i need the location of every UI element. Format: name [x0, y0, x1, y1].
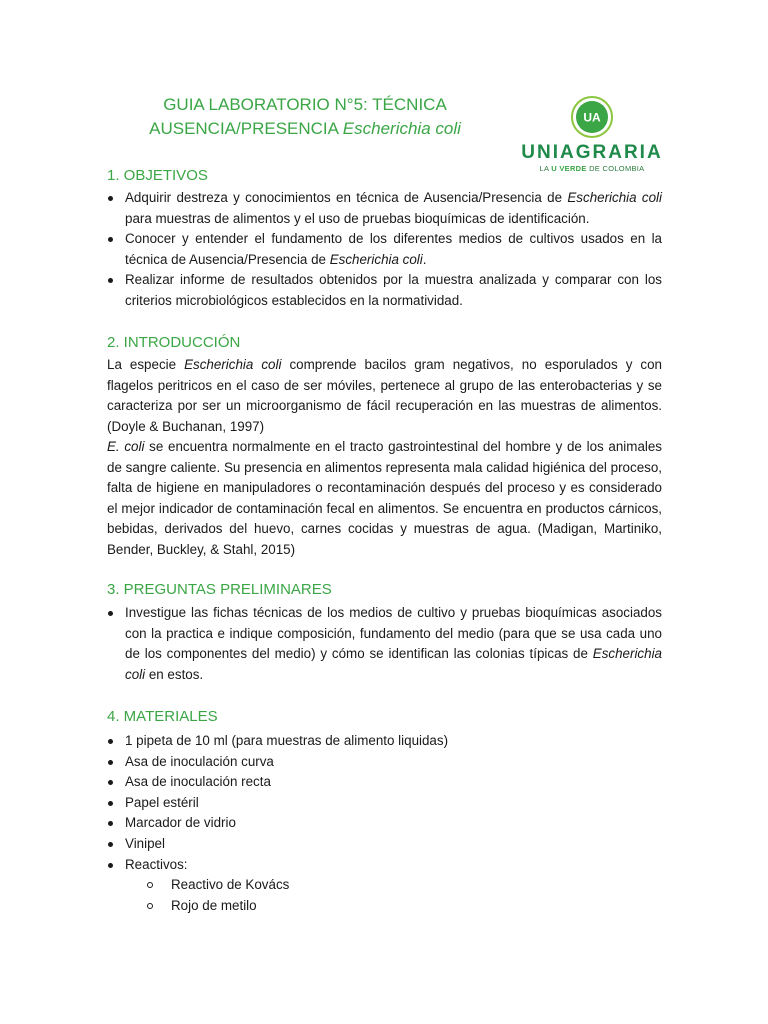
title-line-1: GUIA LABORATORIO N°5: TÉCNICA: [163, 95, 447, 114]
list-item: Conocer y entender el fundamento de los diferentes medios de cultivos usados en la técnica de Ausencia/Presencia de Escherichia coli.: [106, 229, 662, 270]
list-item: Realizar informe de resultados obtenidos por la muestra analizada y comparar con los criterios microbiológicos establecidos en la normatividad.: [106, 270, 662, 311]
heading-objetivos: 1. OBJETIVOS: [107, 167, 208, 184]
list-item: Asa de inoculación curva: [106, 752, 662, 773]
list-item: Vinipel: [106, 834, 662, 855]
title-species: Escherichia coli: [342, 119, 461, 138]
list-item: Asa de inoculación recta: [106, 772, 662, 793]
heading-preguntas: 3. PREGUNTAS PRELIMINARES: [107, 581, 332, 598]
uniagraria-logo: [518, 96, 666, 176]
heading-materiales: 4. MATERIALES: [107, 708, 218, 725]
list-item: Investigue las fichas técnicas de los medios de cultivo y pruebas bioquímicas asociados con la practica e indique composición, fundamento del medio (para que se usa cada uno de los componentes del medio) y cómo se identifican las colonias típicas de Escherichia coli en estos.: [106, 603, 662, 685]
title-line-2: AUSENCIA/PRESENCIA Escherichia coli: [149, 119, 461, 138]
ua-badge-icon: [571, 96, 613, 138]
list-item: Marcador de vidrio: [106, 813, 662, 834]
reactivos-sublist: [125, 875, 662, 916]
sublist-item: Rojo de metilo: [125, 896, 662, 917]
list-item: Papel estéril: [106, 793, 662, 814]
preguntas-list: [106, 603, 662, 685]
objetivos-list: [106, 188, 662, 312]
heading-introduccion: 2. INTRODUCCIÓN: [107, 334, 241, 351]
logo-wordmark: UNIAGRARIA: [521, 142, 663, 163]
materiales-list: [106, 731, 662, 916]
document-title: [120, 93, 490, 141]
intro-paragraph-2: E. coli se encuentra normalmente en el tracto gastrointestinal del hombre y de los animales de sangre caliente. Su presencia en alimentos representa mala calidad higiénica del proceso, falta de higiene en manipuladores o recontaminación después del proceso y es considerado el mejor indicador de contaminación fecal en alimentos. Se encuentra en productos cárnicos, bebidas, derivados del huevo, carnes cocidas y muestras de agua. (Madigan, Martiniko, Bender, Buckley, & Stahl, 2015): [107, 439, 663, 557]
list-item: Reactivos: Reactivo de Kovács Rojo de metilo: [106, 855, 662, 917]
list-item: Adquirir destreza y conocimientos en técnica de Ausencia/Presencia de Escherichia coli para muestras de alimentos y el uso de pruebas bioquímicas de identificación.: [106, 188, 662, 229]
sublist-item: Reactivo de Kovács: [125, 875, 662, 896]
intro-paragraph-1: La especie Escherichia coli comprende bacilos gram negativos, no esporulados y con flagelos peritricos en el caso de ser móviles, pertenece al grupo de las enterobacterias y se caracteriza por ser un microorganismo de fácil recuperación en las muestras de alimentos. (Doyle & Buchanan, 1997): [107, 357, 663, 434]
list-item: 1 pipeta de 10 ml (para muestras de alimento liquidas): [106, 731, 662, 752]
logo-tagline: LA U VERDE DE COLOMBIA: [539, 164, 645, 173]
ua-badge-text: UA: [583, 110, 601, 125]
